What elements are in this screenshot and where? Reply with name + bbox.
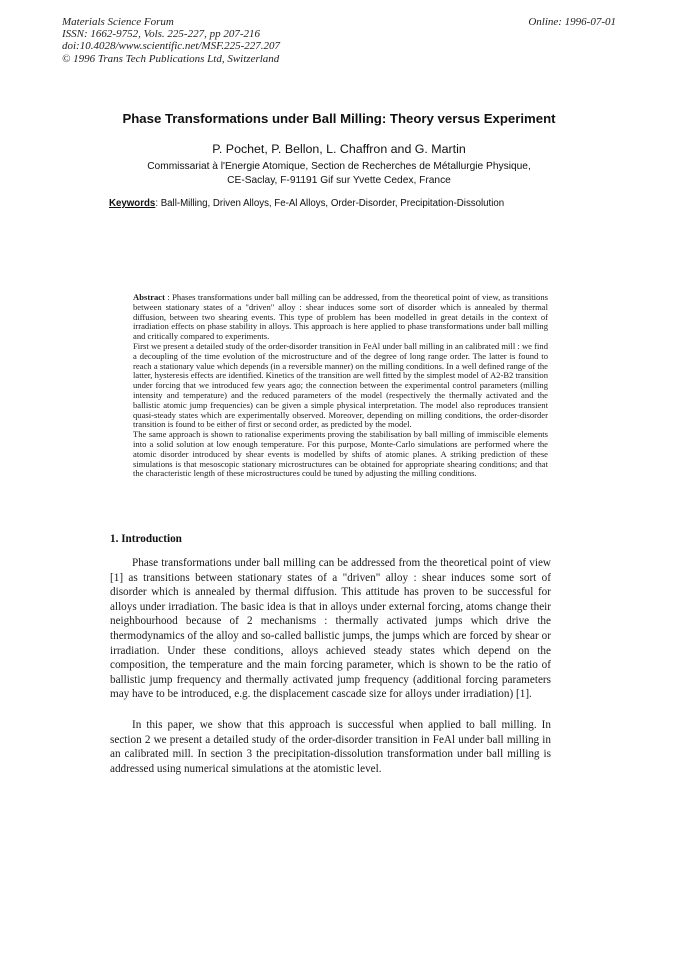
issn-line: ISSN: 1662-9752, Vols. 225-227, pp 207-216	[62, 28, 260, 41]
author-list: P. Pochet, P. Bellon, L. Chaffron and G. Martin	[212, 142, 466, 156]
keywords-list: Ball-Milling, Driven Alloys, Fe-Al Alloys, Order-Disorder, Precipitation-Dissolution	[160, 198, 505, 209]
copyright-line: © 1996 Trans Tech Publications Ltd, Switzerland	[62, 52, 280, 65]
abstract-paragraph-2: First we present a detailed study of the order-disorder transition in FeAl under ball milling in an calibrated mill : we find a decoupling of the time evolution of the microstructure and of the degree of long range order. The latter is found to reach a stationary value which depends (in a reversible manner) on the milling conditions. In a well defined range of the latter, hysteresis effects are identified. Kinetics of the transition are well fitted by the simplest model of A2-B2 transition under forcing that we introduced few years ago; the connection between the experimental control parameters (milling intensity and temperature) and the reduced parameters of the model (respectively the thermally activated and the ballistic atomic jump frequencies) can be given a simple physical interpretation. The model also reproduces transient quasi-steady states which are experimentally observed. Moreover, depending on milling conditions, the order-disorder transition is found to be either of first or second order, as predicted by the model.	[133, 340, 548, 430]
journal-name: Materials Science Forum	[62, 16, 174, 28]
abstract-block	[133, 293, 548, 479]
affiliation	[0, 160, 678, 187]
keywords-label: Keywords	[109, 198, 156, 209]
abstract-paragraph-1: Abstract : Phases transformations under ball milling can be addressed, from the theoretical point of view, as transitions between stationary states of a "driven" alloy : shear induces some sort of disorder which is annealed by thermal diffusion, between two shearing events. This type of problem has been modelled in great details in the context of irradiation effects on phase stability in alloys. This approach is here applied to phase transformations under ball milling and critically compared to experiments.	[133, 292, 548, 342]
publication-header	[62, 16, 280, 65]
keywords-block	[109, 198, 579, 209]
introduction-paragraph-1: Phase transformations under ball milling can be addressed from the theoretical point of view [1] as transitions between stationary states of a "driven" alloy : shear induces some sort of disorder which is annealed by thermal diffusion. This attitude has proven to be successful for alloys under irradiation. The basic idea is that in alloys under external forcing, atoms change their neighbourhood because of 2 mechanisms : thermally activated jumps which drive the thermodynamics of the alloy and so-called ballistic jumps, the jumps which are forced by shear or irradiation. Under these conditions, alloys achieved steady states which depend on the composition, the temperature and the main forcing parameter, which is shown to be the ratio of ballistic jump frequency and thermally activated jump frequency (additional forcing parameters may have to be introduced, e.g. the displacement cascade size for alloys under irradiation) [1].	[110, 557, 551, 701]
introduction-paragraph-2: In this paper, we show that this approach is successful when applied to ball milling. In section 2 we present a detailed study of the order-disorder transition in FeAl under ball milling in an calibrated mill. In section 3 the precipitation-dissolution transformation under ball milling is addressed using numerical simulations at the atomistic level.	[110, 718, 551, 775]
paper-title: Phase Transformations under Ball Milling: Theory versus Experiment	[122, 111, 556, 126]
doi-link[interactable]: doi:10.4028/www.scientific.net/MSF.225-227.207	[62, 40, 281, 53]
introduction-heading: 1. Introduction	[110, 533, 182, 545]
affiliation-line-2: CE-Saclay, F-91191 Gif sur Yvette Cedex, France	[227, 174, 451, 186]
abstract-text-1: Phases transformations under ball milling can be addressed, from the theoretical point of view, as transitions between stationary states of a "driven" alloy : shear induces some sort of disorder which is annealed by thermal diffusion, between two shearing events. This type of problem has been modelled in great details in the context of irradiation effects on phase stability in alloys. This approach is here applied to phase transformations under ball milling and critically compared to experiments.	[133, 292, 548, 342]
abstract-label: Abstract	[133, 292, 165, 302]
abstract-paragraph-3: The same approach is shown to rationalise experiments proving the stabilisation by ball milling of immiscible elements into a solid solution at low enough temperature. For this purpose, Monte-Carlo simulations are performed where the atomic disorder introduced by shear events is modelled by shifts of atomic planes. A striking prediction of these simulations is that mesoscopic stationary microstructures can be obtained for appropriate shearing conditions; and that the characteristic length of these microstructures could be tuned by adjusting the milling conditions.	[133, 429, 548, 479]
online-date: Online: 1996-07-01	[528, 16, 616, 28]
keywords-colon: :	[155, 198, 161, 209]
introduction-body	[110, 556, 551, 776]
affiliation-line-1: Commissariat à l'Energie Atomique, Section de Recherches de Métallurgie Physique,	[147, 161, 531, 172]
